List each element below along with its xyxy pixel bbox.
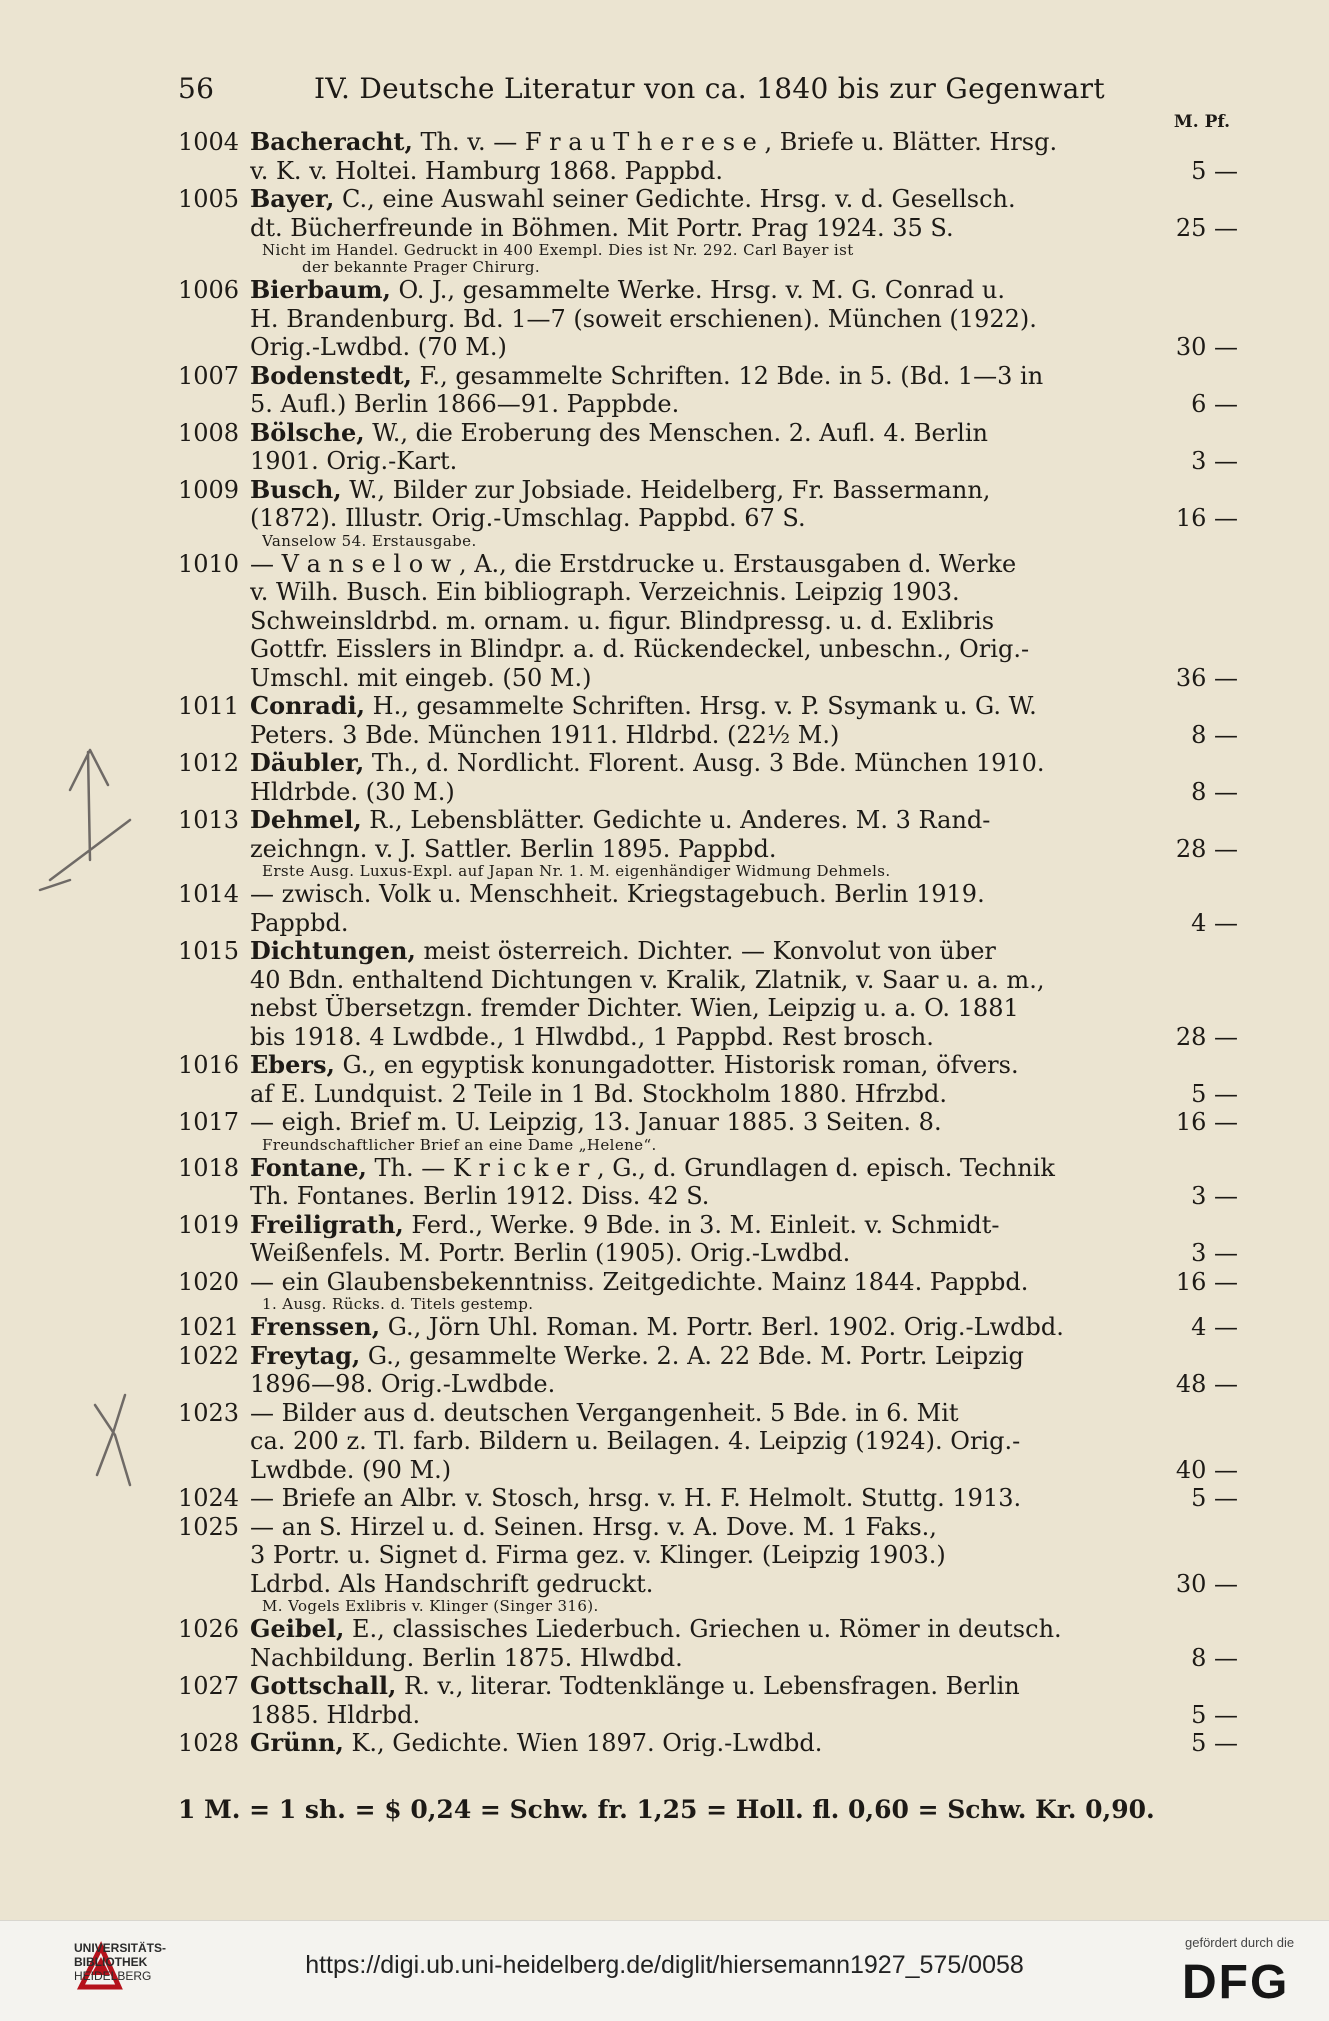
page-number: 56 (178, 72, 215, 105)
author-name: Bierbaum, (250, 276, 391, 304)
entry-price: 8 — (1191, 720, 1238, 749)
entry-line (250, 390, 1148, 419)
entry-note: der bekannte Prager Chirurg. (302, 259, 541, 276)
entry-text: 5. Aufl.) Berlin 1866—91. Pappbde. (250, 390, 680, 418)
entry-price: 5 — (1191, 1729, 1238, 1757)
entry-line (250, 1484, 1148, 1513)
catalog-entry (0, 692, 1329, 749)
entry-number: 1019 (178, 1210, 240, 1239)
entry-price: 36 — (1175, 663, 1238, 692)
entry-line (250, 664, 1148, 693)
entry-text: ca. 200 z. Tl. farb. Bildern u. Beilagen. 4. Leipzig (1924). Orig.- (250, 1427, 1021, 1455)
entry-text: zeichngn. v. J. Sattler. Berlin 1895. Pappbd. (250, 834, 777, 863)
entry-line (250, 937, 1148, 966)
entry-line (250, 305, 1148, 334)
entry-line (250, 157, 1148, 186)
catalog-entry (0, 1051, 1329, 1108)
entry-line (250, 1051, 1148, 1080)
entry-number: 1026 (178, 1615, 240, 1643)
catalog-entry (0, 1342, 1329, 1399)
entry-number: 1016 (178, 1051, 240, 1079)
entry-price: 30 — (1175, 333, 1238, 361)
entry-price: 16 — (1175, 1108, 1238, 1136)
entry-line (250, 1701, 1148, 1730)
entry-text: E., classisches Liederbuch. Griechen u. Römer in deutsch. (344, 1615, 1062, 1643)
library-name-line-1: UNIVERSITÄTS- (74, 1941, 167, 1955)
author-name: Geibel, (250, 1615, 345, 1643)
entry-text: Orig.-Lwdbd. (70 M.) (250, 333, 507, 361)
catalog-entry (0, 276, 1329, 362)
catalog-entry (0, 1484, 1329, 1513)
entry-text: W., die Eroberung des Menschen. 2. Aufl. 4. Berlin (364, 418, 988, 447)
library-name-line-3: HEIDELBERG (74, 1969, 152, 1983)
author-name: Ebers, (250, 1051, 335, 1079)
entry-number: 1013 (178, 806, 240, 834)
entry-number: 1005 (178, 185, 240, 213)
entry-price: 5 — (1191, 1484, 1238, 1512)
entry-line (250, 1023, 1148, 1052)
entry-line (250, 1513, 1148, 1542)
entry-number: 1010 (178, 549, 240, 578)
entry-number: 1008 (178, 418, 240, 447)
entry-number: 1004 (178, 128, 240, 156)
entry-number: 1017 (178, 1108, 240, 1136)
catalog-entry (0, 1313, 1329, 1342)
entry-price: 5 — (1191, 156, 1238, 185)
entry-text: Peters. 3 Bde. München 1911. Hldrbd. (22½ M.) (250, 720, 840, 749)
entry-price: 28 — (1175, 1022, 1238, 1051)
author-name: Dichtungen, (250, 937, 416, 965)
entry-price: 16 — (1175, 504, 1238, 532)
entry-text: meist österreich. Dichter. — Konvolut von über (415, 937, 996, 965)
author-name: Bodenstedt, (250, 361, 412, 390)
entry-text: 3 Portr. u. Signet d. Firma gez. v. Klinger. (Leipzig 1903.) (250, 1541, 946, 1569)
entry-text: H., gesammelte Schriften. Hrsg. v. P. Ssymank u. G. W. (365, 692, 1037, 720)
entry-line (250, 578, 1148, 607)
entry-number: 1022 (178, 1341, 240, 1370)
entry-note: Erste Ausg. Luxus-Expl. auf Japan Nr. 1. M. eigenhändiger Widmung Dehmels. (262, 863, 891, 880)
catalog-entry (0, 880, 1329, 937)
entry-text: 1885. Hldrbd. (250, 1700, 421, 1729)
entry-price: 16 — (1175, 1267, 1238, 1296)
author-name: Freiligrath, (250, 1210, 404, 1239)
entry-text: — V a n s e l o w , A., die Erstdrucke u. Erstausgaben d. Werke (250, 549, 1017, 578)
entry-price: 4 — (1191, 908, 1238, 937)
entry-line (250, 635, 1148, 664)
entry-line (250, 1313, 1148, 1342)
pencil-x-mark-icon (85, 1385, 145, 1495)
entry-text: — zwisch. Volk u. Menschheit. Kriegstagebuch. Berlin 1919. (250, 880, 985, 908)
entry-line (250, 1456, 1148, 1485)
author-name: Bacheracht, (250, 128, 413, 156)
catalog-entry (0, 1211, 1329, 1268)
entry-text: Th., d. Nordlicht. Florent. Ausg. 3 Bde. München 1910. (364, 749, 1045, 777)
entry-line (250, 1729, 1148, 1758)
entry-price: 8 — (1191, 777, 1238, 806)
entry-line (250, 1541, 1148, 1570)
document-url-link[interactable]: https://digi.ub.uni-heidelberg.de/diglit/hiersemann1927_575/0058 (305, 1951, 1024, 1979)
entry-text: F., gesammelte Schriften. 12 Bde. in 5. (Bd. 1—3 in (411, 361, 1044, 390)
entry-line (250, 1672, 1148, 1701)
entry-text: (1872). Illustr. Orig.-Umschlag. Pappbd. 67 S. (250, 504, 806, 532)
entry-text: — Bilder aus d. deutschen Vergangenheit. 5 Bde. in 6. Mit (250, 1398, 959, 1427)
entry-text: Hldrbde. (30 M.) (250, 777, 455, 806)
entry-text: G., Jörn Uhl. Roman. M. Portr. Berl. 1902. Orig.-Lwdbd. (380, 1313, 1064, 1341)
entry-note: 1. Ausg. Rücks. d. Titels gestemp. (262, 1296, 534, 1313)
entry-text: C., eine Auswahl seiner Gedichte. Hrsg. v. d. Gesellsch. (334, 185, 1016, 213)
entry-line (250, 447, 1148, 476)
pencil-mark-icon (30, 740, 140, 920)
entry-text: Th. v. — F r a u T h e r e s e , Briefe u. Blätter. Hrsg. (412, 128, 1058, 156)
entry-number: 1007 (178, 361, 240, 390)
entry-price: 3 — (1191, 447, 1238, 475)
entry-price: 25 — (1175, 213, 1238, 242)
entry-text: Ferd., Werke. 9 Bde. in 3. M. Einleit. v. Schmidt- (403, 1210, 1000, 1239)
entry-number: 1011 (178, 692, 240, 720)
entry-text: Gottfr. Eisslers in Blindpr. a. d. Rückendeckel, unbeschn., Orig.- (250, 635, 1030, 663)
entry-line (250, 994, 1148, 1023)
entry-text: 1901. Orig.-Kart. (250, 447, 458, 475)
entry-number: 1023 (178, 1398, 240, 1427)
catalog-entry (0, 1154, 1329, 1211)
entry-line (250, 333, 1148, 362)
catalog-entry (0, 550, 1329, 693)
entry-text: Nachbildung. Berlin 1875. Hlwdbd. (250, 1643, 683, 1672)
author-name: Däubler, (250, 749, 365, 777)
entry-line (250, 1154, 1148, 1183)
price-column-header: M. Pf. (1173, 112, 1230, 132)
entry-text: K., Gedichte. Wien 1897. Orig.-Lwdbd. (343, 1729, 823, 1757)
entry-number: 1025 (178, 1512, 240, 1541)
entry-line (250, 749, 1148, 778)
entry-line (250, 1644, 1148, 1673)
entry-line (250, 1370, 1148, 1399)
entry-text: af E. Lundquist. 2 Teile in 1 Bd. Stockholm 1880. Hfrzbd. (250, 1079, 947, 1108)
entry-text: Th. Fontanes. Berlin 1912. Diss. 42 S. (250, 1182, 710, 1210)
entry-text: O. J., gesammelte Werke. Hrsg. v. M. G. Conrad u. (390, 276, 1005, 304)
catalog-entry (0, 476, 1329, 550)
entry-price: 3 — (1191, 1239, 1238, 1267)
entry-text: R. v., literar. Todtenklänge u. Lebensfragen. Berlin (396, 1672, 1020, 1700)
catalog-entry (0, 1672, 1329, 1729)
entry-line (250, 1615, 1148, 1644)
entry-text: R., Lebensblätter. Gedichte u. Anderes. M. 3 Rand- (361, 806, 991, 834)
author-name: Busch, (250, 475, 342, 504)
entry-line (250, 1108, 1148, 1137)
entry-price: 40 — (1175, 1455, 1238, 1484)
catalog-entry (0, 1729, 1329, 1758)
entry-line (250, 362, 1148, 391)
page-title: IV. Deutsche Literatur von ca. 1840 bis zur Gegenwart (314, 72, 1105, 105)
entry-price: 6 — (1191, 390, 1238, 418)
entry-number: 1021 (178, 1313, 240, 1341)
entry-number: 1015 (178, 937, 240, 965)
entry-line (250, 778, 1148, 807)
entry-number: 1027 (178, 1672, 240, 1700)
entry-line (250, 806, 1148, 835)
catalog-entry (0, 1108, 1329, 1154)
entry-line (250, 214, 1148, 243)
entry-line (250, 550, 1148, 579)
entry-number: 1006 (178, 276, 240, 304)
entry-text: 1896—98. Orig.-Lwdbde. (250, 1370, 556, 1398)
entry-number: 1012 (178, 749, 240, 777)
entry-text: nebst Übersetzgn. fremder Dichter. Wien, Leipzig u. a. O. 1881 (250, 994, 1019, 1022)
author-name: Conradi, (250, 692, 366, 720)
page-header (178, 72, 1238, 112)
entry-text: Ldrbd. Als Handschrift gedruckt. (250, 1569, 654, 1598)
entry-line (250, 1570, 1148, 1599)
author-name: Frenssen, (250, 1313, 381, 1341)
entry-line (250, 1342, 1148, 1371)
entry-text: bis 1918. 4 Lwdbde., 1 Hlwdbd., 1 Pappbd. Rest brosch. (250, 1022, 934, 1051)
entry-line (250, 1399, 1148, 1428)
entry-price: 28 — (1175, 834, 1238, 863)
catalog-entry (0, 185, 1329, 276)
catalog-entry (0, 1513, 1329, 1616)
entry-price: 3 — (1191, 1182, 1238, 1210)
entry-price: 5 — (1191, 1079, 1238, 1108)
author-name: Bayer, (250, 185, 335, 213)
entry-text: — eigh. Brief m. U. Leipzig, 13. Januar 1885. 3 Seiten. 8. (250, 1108, 942, 1136)
entry-text: Schweinsldrbd. m. ornam. u. figur. Blindpressg. u. d. Exlibris (250, 606, 995, 635)
entry-line (250, 909, 1148, 938)
catalog-entry (0, 128, 1329, 185)
entry-text: dt. Bücherfreunde in Böhmen. Mit Portr. Prag 1924. 35 S. (250, 213, 954, 242)
catalog-entry (0, 362, 1329, 419)
entry-line (250, 966, 1148, 995)
entry-line (250, 692, 1148, 721)
entry-number: 1020 (178, 1267, 240, 1296)
entry-price: 5 — (1191, 1700, 1238, 1729)
author-name: Freytag, (250, 1341, 361, 1370)
entry-line (250, 880, 1148, 909)
entry-price: 48 — (1175, 1370, 1238, 1398)
author-name: Grünn, (250, 1729, 344, 1757)
entry-text: v. K. v. Holtei. Hamburg 1868. Pappbd. (250, 156, 724, 185)
entry-line (250, 419, 1148, 448)
entry-note: Freundschaftlicher Brief an eine Dame „Helene“. (262, 1136, 657, 1154)
entry-text: H. Brandenburg. Bd. 1—7 (soweit erschienen). München (1922). (250, 304, 1037, 333)
entry-line (250, 721, 1148, 750)
entry-text: Weißenfels. M. Portr. Berlin (1905). Orig.-Lwdbd. (250, 1239, 851, 1267)
entry-price: 4 — (1191, 1313, 1238, 1341)
entry-number: 1018 (178, 1153, 240, 1182)
catalog-entry (0, 749, 1329, 806)
entry-text: Pappbd. (250, 908, 349, 937)
entry-text: Lwdbde. (90 M.) (250, 1455, 452, 1484)
catalog-entry (0, 419, 1329, 476)
entry-text: — an S. Hirzel u. d. Seinen. Hrsg. v. A. Dove. M. 1 Faks., (250, 1512, 937, 1541)
entry-note: Vanselow 54. Erstausgabe. (262, 532, 477, 550)
author-name: Fontane, (250, 1153, 367, 1182)
entry-line (250, 476, 1148, 505)
entry-text: v. Wilh. Busch. Ein bibliograph. Verzeichnis. Leipzig 1903. (250, 578, 960, 606)
catalog-entry (0, 1615, 1329, 1672)
entry-note: Nicht im Handel. Gedruckt in 400 Exempl. Dies ist Nr. 292. Carl Bayer ist (262, 242, 854, 259)
entry-text: Th. — K r i c k e r , G., d. Grundlagen d. episch. Technik (366, 1153, 1055, 1182)
dfg-logo: DFG (1182, 1956, 1290, 2009)
entry-line (250, 607, 1148, 636)
viewer-footer (0, 1920, 1329, 2021)
catalog-entry (0, 937, 1329, 1051)
entry-number: 1014 (178, 880, 240, 908)
catalog-entry (0, 1399, 1329, 1485)
entry-line (250, 185, 1148, 214)
entry-line (250, 835, 1148, 864)
author-name: Gottschall, (250, 1672, 397, 1700)
entry-text: — Briefe an Albr. v. Stosch, hrsg. v. H. F. Helmolt. Stuttg. 1913. (250, 1484, 1022, 1512)
author-name: Dehmel, (250, 806, 362, 834)
entry-list (0, 128, 1329, 1758)
entry-line (250, 1182, 1148, 1211)
entry-price: 30 — (1175, 1569, 1238, 1598)
entry-line (250, 1211, 1148, 1240)
entry-number: 1024 (178, 1484, 240, 1512)
entry-text: W., Bilder zur Jobsiade. Heidelberg, Fr. Bassermann, (341, 475, 991, 504)
entry-line (250, 276, 1148, 305)
entry-note: M. Vogels Exlibris v. Klinger (Singer 316). (262, 1598, 599, 1615)
catalog-entry (0, 1268, 1329, 1314)
entry-line (250, 128, 1148, 157)
entry-text: — ein Glaubensbekenntniss. Zeitgedichte. Mainz 1844. Pappbd. (250, 1267, 1029, 1296)
entry-price: 8 — (1191, 1643, 1238, 1672)
entry-text: 40 Bdn. enthaltend Dichtungen v. Kralik, Zlatnik, v. Saar u. a. m., (250, 965, 1045, 994)
library-name-line-2: BIBLIOTHEK (74, 1955, 148, 1969)
currency-conversion-line: 1 M. = 1 sh. = $ 0,24 = Schw. fr. 1,25 = Holl. fl. 0,60 = Schw. Kr. 0,90. (178, 1795, 1155, 1824)
author-name: Bölsche, (250, 418, 365, 447)
entry-line (250, 504, 1148, 533)
entry-text: G., en egyptisk konungadotter. Historisk roman, öfvers. (334, 1051, 1019, 1079)
entry-line (250, 1427, 1148, 1456)
entry-line (250, 1268, 1148, 1297)
catalog-entry (0, 806, 1329, 880)
entry-number: 1009 (178, 475, 240, 504)
entry-text: Umschl. mit eingeb. (50 M.) (250, 663, 592, 692)
entry-text: G., gesammelte Werke. 2. A. 22 Bde. M. Portr. Leipzig (360, 1341, 1024, 1370)
entry-line (250, 1080, 1148, 1109)
entry-line (250, 1239, 1148, 1268)
sponsor-label: gefördert durch die (1185, 1935, 1295, 1950)
entry-number: 1028 (178, 1729, 240, 1757)
